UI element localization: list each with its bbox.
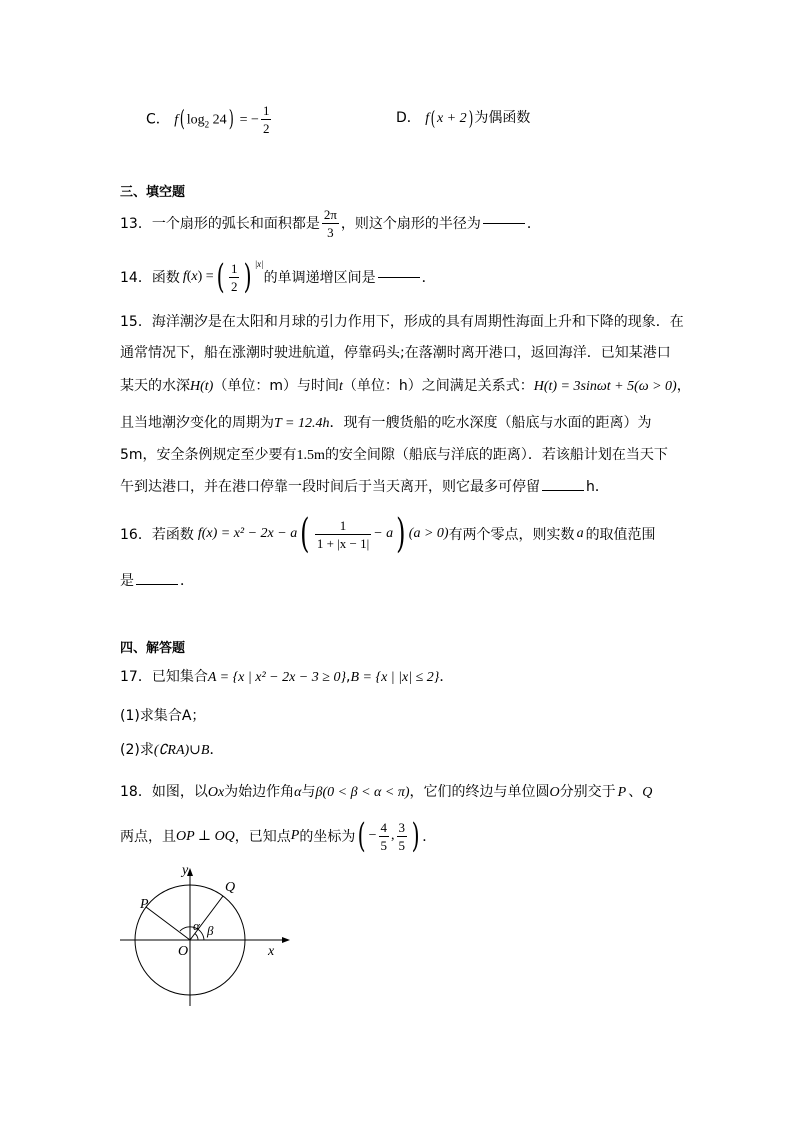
q16-end: ．: [180, 573, 194, 589]
q17-part-1: (1)求集合A；: [120, 708, 206, 724]
q16-answer-blank: [136, 583, 178, 585]
label-alpha: α: [193, 918, 200, 933]
q18-pre: 18．如图，以: [120, 784, 208, 800]
q14-var: x: [191, 269, 198, 284]
q15-l3-H: H(t): [190, 379, 214, 394]
q14-answer-blank: [378, 276, 420, 278]
option-d-fn: f: [425, 111, 430, 126]
question-13: [120, 205, 541, 241]
q17-p2-pre: (2)求: [120, 742, 154, 758]
q13-answer-blank: [483, 222, 525, 224]
option-c-arg: 24: [212, 112, 227, 128]
q16-post: 有两个零点，则实数: [448, 527, 575, 543]
q17-part-2: [120, 739, 223, 759]
label-x: x: [268, 944, 275, 959]
question-14: 14．函数 f ( x ) = ( $\frac{1}{2}$ ) $^{|x|}$ 的单调递增区间是 ．: [120, 257, 436, 297]
q17-setA: A = {x | x² − 2x − 3 ≥ 0}: [207, 670, 347, 685]
q18-alpha: α: [294, 785, 302, 800]
q18-P: P: [617, 785, 627, 800]
label-P: P: [140, 897, 149, 912]
q18-Q: Q: [642, 785, 653, 800]
option-d-label: D．: [396, 110, 421, 126]
q14-exponent: |x|: [254, 259, 264, 269]
q15-l6-b: h．: [586, 479, 609, 495]
label-y: y: [182, 863, 189, 878]
ray-OP: [146, 907, 190, 940]
q15-line-6: [120, 476, 609, 496]
q15-line-2: 通常情况下，船在涨潮时驶进航道，停靠码头;在落潮时离开港口，返回海洋．已知某港口: [120, 345, 671, 361]
q16-cond: (a > 0): [408, 526, 449, 541]
q14-text: 14．函数: [120, 270, 180, 286]
q15-l4-T: T = 12.4h: [274, 416, 330, 431]
q16-expr-a: f(x) = x² − 2x − a: [197, 526, 298, 541]
option-c-log: log: [186, 112, 205, 128]
q17-p2-expr: (∁RA)∪B: [153, 743, 210, 758]
q18-O: O: [549, 785, 560, 800]
q14-end: ．: [421, 270, 436, 286]
question-17: [120, 666, 453, 686]
beta-arc: [195, 934, 198, 940]
q17-pre: 17．已知集合: [120, 669, 208, 685]
q18-end: ．: [422, 829, 437, 845]
q13-text: 13．一个扇形的弧长和面积都是: [120, 216, 320, 232]
q16-fraction: $\frac{1}{1 + |x - 1|}$: [316, 517, 370, 551]
q18-mid1: 为始边作角: [224, 784, 295, 800]
question-16: 16．若函数 f(x) = x² − 2x − a ( $\frac{1}{1 + |x - 1|}$ − a ) (a > 0) 有两个零点，则实数 a 的取值范围: [120, 511, 656, 557]
q16-expr-b: − a: [373, 526, 394, 541]
q14-text-post: 的单调递增区间是: [263, 270, 376, 286]
q13-text-post: ，则这个扇形的半径为: [340, 216, 481, 232]
label-beta: β: [207, 923, 214, 938]
unit-circle-figure: [110, 858, 310, 1008]
q15-l5-m: 1.5m: [296, 448, 325, 463]
q18-sep: 、: [628, 784, 643, 800]
q15-l3-a: 某天的水深: [120, 378, 190, 394]
q18-coord-y: $\frac{3}{5}$: [398, 819, 406, 853]
option-c-fn: f: [174, 112, 179, 128]
q13-fraction: $\frac{2\pi}{3}$: [323, 206, 337, 240]
q17-setB: B = {x | |x| ≤ 2}: [350, 670, 440, 685]
q15-l5-b: 的安全间隙（船底与洋底的距离）．若该船计划在当天下: [324, 447, 668, 463]
q18-cond: β(0 < β < α < π): [315, 785, 410, 800]
q16-var: a: [576, 526, 584, 541]
q18-mid4: 分别交于: [559, 784, 616, 800]
option-c-label: C．: [146, 111, 170, 128]
q15-l4-b: ．现有一艘货船的吃水深度（船底与水面的距离）为: [329, 415, 652, 431]
option-d-arg: x + 2: [436, 111, 467, 126]
x-axis-arrow: [282, 937, 290, 943]
q16-line-2: [120, 570, 194, 590]
q18-perp: OP ⊥ OQ: [176, 828, 235, 844]
q16-l2: 是: [120, 573, 134, 589]
option-d-text: 为偶函数: [474, 110, 531, 126]
q15-line-4: [120, 412, 651, 432]
q15-l3-eq: H(t) = 3sinωt + 5(ω > 0): [533, 379, 677, 394]
q15-l3-end: ，: [676, 378, 691, 394]
q16-pre: 16．若函数: [120, 527, 194, 543]
label-Q: Q: [225, 880, 236, 895]
q18-l2-b: ，已知点: [234, 829, 291, 845]
q14-fn: f: [182, 269, 187, 284]
section-4-title: 四、解答题: [120, 641, 186, 656]
q18-l2-P: P: [290, 828, 300, 843]
q15-line-5: [120, 444, 668, 464]
q15-l3-t: t: [338, 379, 343, 394]
q15-l3-c: （单位：h）之间满足关系式：: [342, 378, 534, 394]
q15-l5-a: 5m，安全条例规定至少要有: [120, 447, 297, 463]
q15-answer-blank: [542, 489, 584, 491]
q13-end: ．: [526, 216, 541, 232]
q18-mid2: 与: [301, 784, 316, 800]
q18-line-2: 两点，且 OP ⊥ OQ ，已知点 P 的坐标为 ( − $\frac{4}{5}$ , $\frac{3}{5}$ ) ．: [120, 816, 437, 856]
q14-fraction: $\frac{1}{2}$: [230, 260, 238, 294]
q18-coord-x: $\frac{4}{5}$: [380, 819, 388, 853]
q18-l2-c: 的坐标为: [299, 829, 356, 845]
q15-l6-a: 午到达港口，并在港口停靠一段时间后于当天离开，则它最多可停留: [120, 479, 540, 495]
option-c: C． f( $\log_2 24$) = − $\frac{1}{2}$: [146, 103, 270, 136]
q18-mid3: ，它们的终边与单位圆: [409, 784, 550, 800]
option-c-fraction: $\frac{1}{2}$: [262, 103, 270, 136]
q15-line-1: 15．海洋潮汐是在太阳和月球的引力作用下，形成的具有周期性海面上升和下降的现象．在: [120, 314, 684, 330]
option-d: D． f( x + 2) 为偶函数: [396, 106, 531, 130]
label-O: O: [178, 944, 189, 959]
q17-end: ．: [439, 669, 454, 685]
q17-comma: ,: [346, 669, 351, 685]
q18-l2-a: 两点，且: [120, 829, 176, 845]
q16-post2: 的取值范围: [585, 527, 656, 543]
q15-l4-a: 且当地潮汐变化的周期为: [120, 415, 274, 431]
q17-p2-end: ．: [209, 742, 224, 758]
option-c-base: 2: [204, 119, 210, 130]
question-18: [120, 781, 652, 801]
q18-Ox: Ox: [207, 785, 225, 800]
q15-line-3: [120, 375, 691, 395]
q15-l3-b: （单位：m）与时间: [213, 378, 339, 394]
section-3-title: 三、填空题: [120, 185, 186, 200]
